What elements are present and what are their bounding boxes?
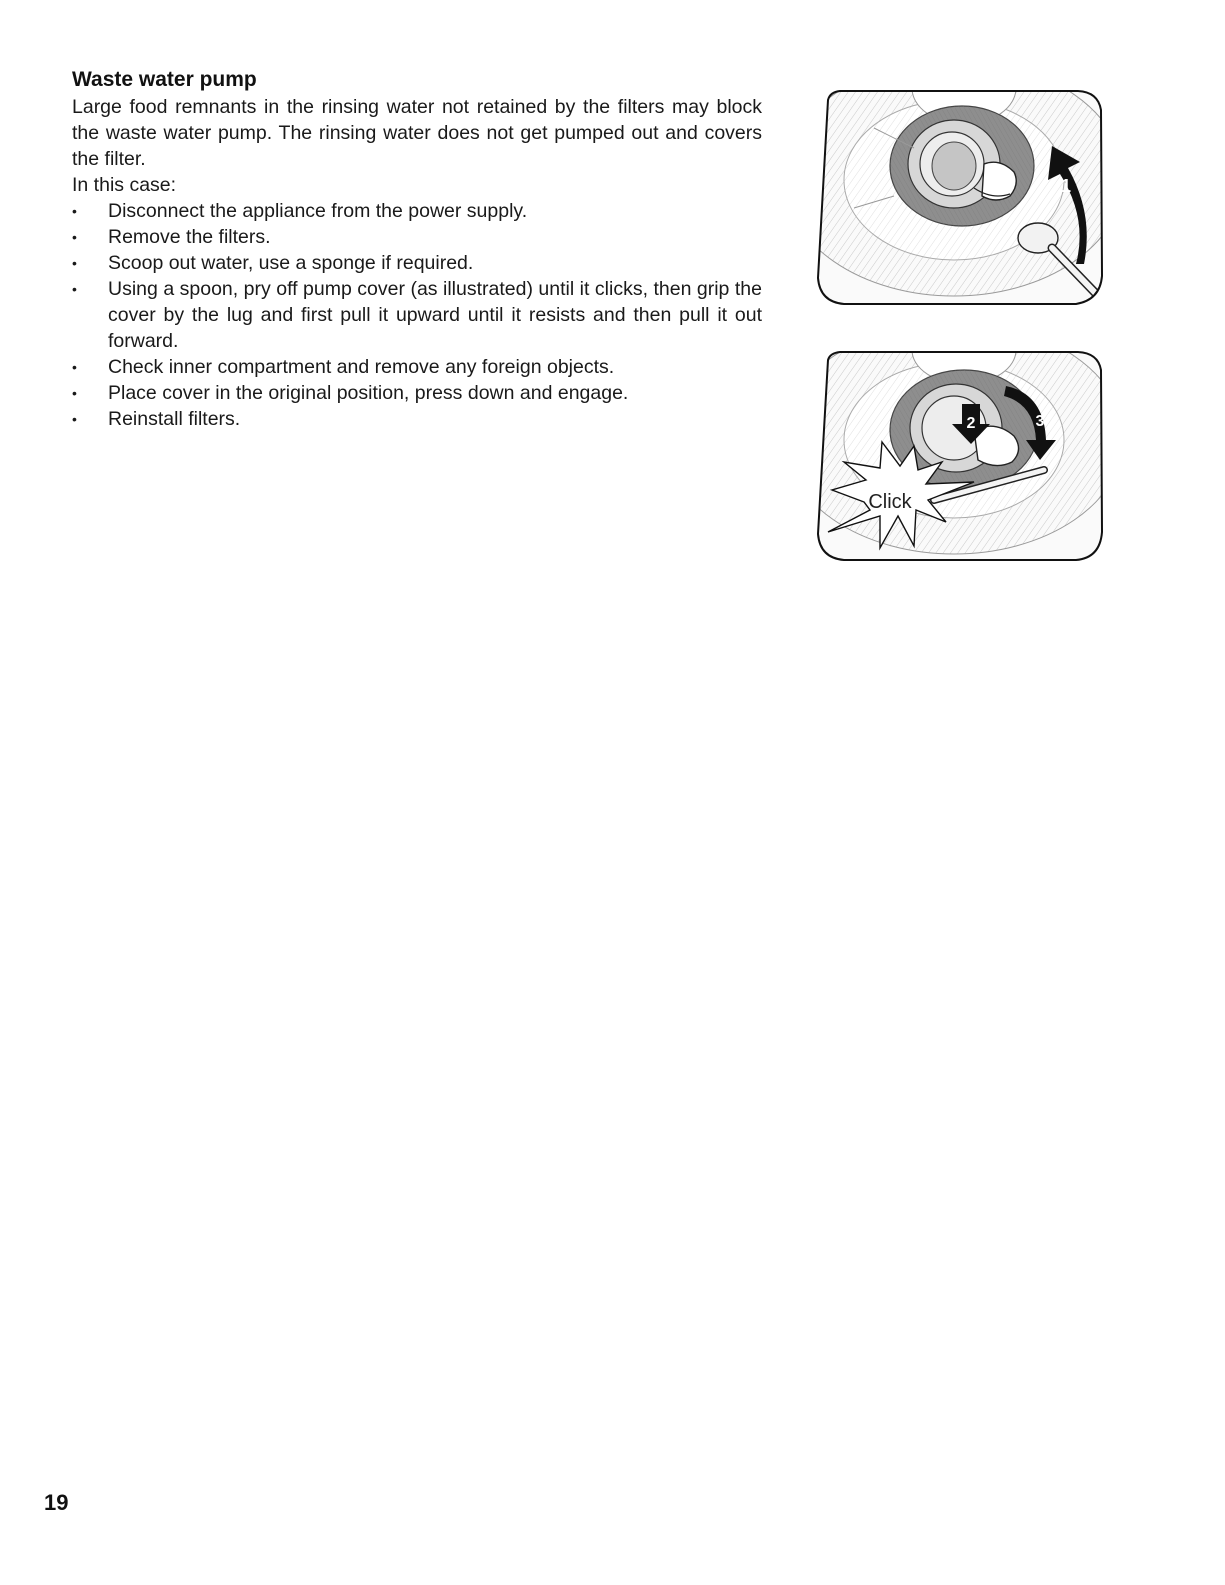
bullet-icon: • — [72, 203, 77, 219]
step-text: Check inner compartment and remove any foreign objects. — [108, 356, 615, 378]
step-2-label: 2 — [966, 415, 976, 432]
list-item — [72, 354, 762, 380]
pump-cover-pry-illustration — [814, 88, 1104, 306]
click-label: Click — [868, 491, 912, 513]
bullet-icon: • — [72, 359, 77, 375]
step-3-label: 3 — [1035, 413, 1045, 430]
step-list — [72, 198, 762, 432]
step-text: Remove the filters. — [108, 226, 271, 248]
bullet-icon: • — [72, 411, 77, 427]
main-content — [72, 66, 762, 432]
list-item — [72, 198, 762, 224]
list-item — [72, 250, 762, 276]
step-text: Place cover in the original position, press down and engage. — [108, 382, 629, 404]
step-text: Scoop out water, use a sponge if required. — [108, 252, 474, 274]
list-item — [72, 276, 762, 354]
step-text: Disconnect the appliance from the power supply. — [108, 200, 528, 222]
step-text: Reinstall filters. — [108, 408, 241, 430]
list-item — [72, 380, 762, 406]
pump-cover-click-illustration — [814, 350, 1104, 562]
bullet-icon: • — [72, 229, 77, 245]
list-item — [72, 224, 762, 250]
bullet-icon: • — [72, 255, 77, 271]
step-text: Using a spoon, pry off pump cover (as illustrated) until it clicks, then grip the cover by the lug and first pull it upward until it resists and then pull it out forward. — [108, 278, 762, 352]
bullet-icon: • — [72, 385, 77, 401]
list-item — [72, 406, 762, 432]
case-label: In this case: — [72, 174, 177, 196]
intro-paragraph: Large food remnants in the rinsing water not retained by the filters may block the waste water pump. The rinsing water does not get pumped out and covers the filter. — [72, 96, 762, 170]
page-number: 19 — [44, 1490, 69, 1515]
section-heading: Waste water pump — [72, 68, 257, 91]
step-1-label: 1 — [1060, 176, 1072, 196]
bullet-icon: • — [72, 281, 77, 297]
